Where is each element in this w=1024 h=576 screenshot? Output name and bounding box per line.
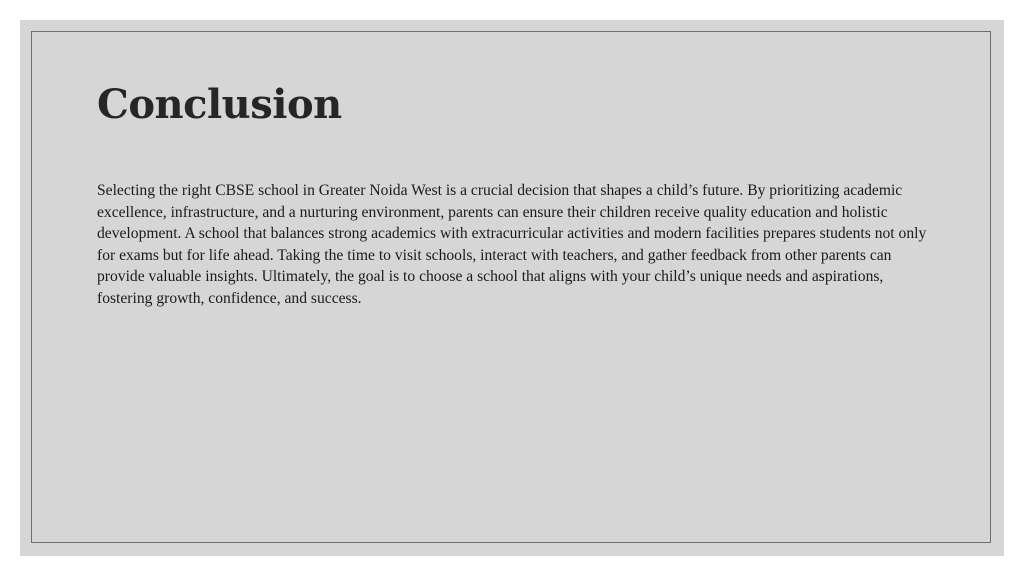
slide-title: Conclusion	[97, 81, 342, 128]
slide	[20, 20, 1004, 556]
slide-body-text: Selecting the right CBSE school in Greater Noida West is a crucial decision that shapes a child’s future. By prioritizing academic excellence, infrastructure, and a nurturing environment, parents can ensure their children receive quality education and holistic development. A school that balances strong academics with extracurricular activities and modern facilities prepares students not only for exams but for life ahead. Taking the time to visit schools, interact with teachers, and gather feedback from other parents can provide valuable insights. Ultimately, the goal is to choose a school that aligns with your child’s unique needs and aspirations, fostering growth, confidence, and success.	[97, 182, 927, 307]
